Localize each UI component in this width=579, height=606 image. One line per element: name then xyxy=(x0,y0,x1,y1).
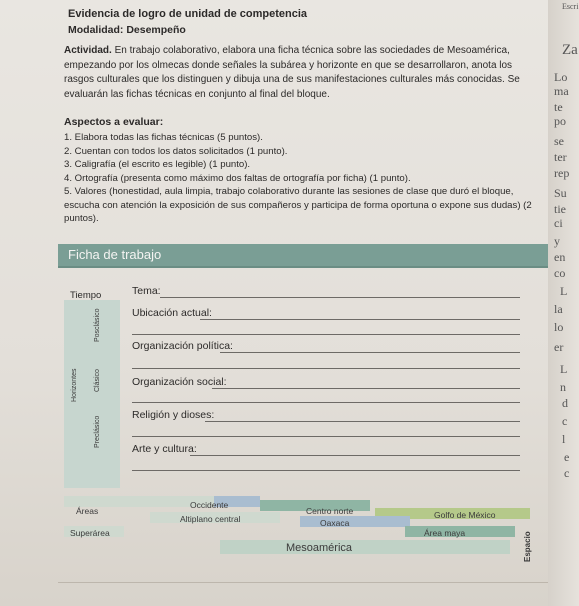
field-org-social: Organización social: xyxy=(132,376,227,388)
region-occidente: Occidente xyxy=(190,500,229,510)
period-preclasico: Preclásico xyxy=(94,415,101,448)
edge-word: po xyxy=(554,114,566,128)
aspect-item: 2. Cuentan con todos los datos solicitados (1 punto). xyxy=(64,145,288,157)
edge-word: Lo xyxy=(554,70,568,84)
blank-line xyxy=(132,402,520,403)
region-centro-norte: Centro norte xyxy=(306,506,354,516)
field-ubicacion-line xyxy=(200,319,520,320)
blank-line xyxy=(132,470,520,471)
ficha-header-bar xyxy=(58,244,548,268)
edge-word: er xyxy=(554,340,564,354)
blank-line xyxy=(132,334,520,335)
field-ubicacion: Ubicación actual: xyxy=(132,307,212,319)
page-title: Evidencia de logro de unidad de competencia xyxy=(68,8,307,20)
horizontes-label: Horizontes xyxy=(71,368,78,402)
edge-word: y xyxy=(554,234,560,248)
tiempo-label: Tiempo xyxy=(70,290,102,301)
region-altiplano: Altiplano central xyxy=(180,514,241,524)
field-tema: Tema: xyxy=(132,285,161,297)
page-subtitle: Modalidad: Desempeño xyxy=(68,24,186,36)
edge-word: en xyxy=(554,250,566,264)
edge-word: rep xyxy=(554,166,570,180)
field-arte: Arte y cultura: xyxy=(132,443,197,455)
aspects-list xyxy=(64,131,534,226)
field-religion-line xyxy=(205,421,520,422)
edge-word: Escri xyxy=(562,2,579,11)
edge-word: e xyxy=(564,450,570,464)
map-espacio-label: Espacio xyxy=(523,531,532,562)
edge-word: tie xyxy=(554,202,566,216)
activity-label: Actividad. xyxy=(64,45,112,56)
aspects-title: Aspectos a evaluar: xyxy=(64,116,164,128)
edge-word: te xyxy=(554,100,563,114)
field-org-politica: Organización política: xyxy=(132,340,233,352)
map-areas-label: Áreas xyxy=(76,506,99,516)
aspect-item: 5. Valores (honestidad, aula limpia, trabajo colaborativo durante las sesiones de clase que duró el bloque, escucha con atención la exposición de sus compañeros y participa de forma oportuna o expone sus dudas) (2 puntos). xyxy=(64,186,532,224)
edge-word: Za xyxy=(562,42,578,58)
edge-word: L xyxy=(560,284,568,298)
aspect-item: 4. Ortografía (presenta como máximo dos faltas de ortografía por ficha) (1 punto). xyxy=(64,172,411,184)
edge-word: c xyxy=(562,414,568,428)
edge-word: d xyxy=(562,396,568,410)
band-oaxaca xyxy=(300,516,410,527)
edge-word: lo xyxy=(554,320,564,334)
field-arte-line xyxy=(190,455,520,456)
aspect-item: 3. Caligrafía (el escrito es legible) (1 punto). xyxy=(64,159,251,170)
activity-paragraph xyxy=(64,44,534,102)
band-mesoamerica xyxy=(220,540,510,554)
adjacent-page-edge xyxy=(548,0,579,606)
field-org-social-line xyxy=(212,388,520,389)
period-clasico: Clásico xyxy=(94,369,101,392)
blank-line xyxy=(132,368,520,369)
map-superarea-label: Superárea xyxy=(70,528,110,538)
edge-word: n xyxy=(560,380,566,394)
edge-word: L xyxy=(560,362,568,376)
edge-word: ma xyxy=(554,84,569,98)
edge-word: la xyxy=(554,302,563,316)
edge-word: se xyxy=(554,134,564,148)
edge-word: c xyxy=(564,466,570,480)
edge-word: l xyxy=(562,432,566,446)
ficha-title: Ficha de trabajo xyxy=(68,247,162,262)
field-org-politica-line xyxy=(220,352,520,353)
blank-line xyxy=(132,436,520,437)
page-bottom-rule xyxy=(58,582,548,583)
edge-word: co xyxy=(554,266,566,280)
region-area-maya: Área maya xyxy=(424,528,466,538)
edge-word: Su xyxy=(554,186,567,200)
period-posclasico: Posclásico xyxy=(94,308,101,342)
region-golfo: Golfo de México xyxy=(434,510,496,520)
edge-word: ter xyxy=(554,150,567,164)
region-oaxaca: Oaxaca xyxy=(320,518,350,528)
map-mesoamerica: Mesoamérica xyxy=(286,542,353,554)
field-religion: Religión y dioses: xyxy=(132,409,215,421)
activity-text: En trabajo colaborativo, elabora una ficha técnica sobre las sociedades de Mesoamérica, empezando por los olmecas donde señales la subárea y horizonte en que se desarrollaron, anota los rasgos culturales que los distinguen y dibuja una de sus manifestaciones culturales más conocidas. Se evaluarán las fichas técnicas en conjunto al final del bloque. xyxy=(64,45,520,100)
field-tema-line xyxy=(160,297,520,298)
edge-word: ci xyxy=(554,216,563,230)
aspect-item: 1. Elabora todas las fichas técnicas (5 puntos). xyxy=(64,132,263,143)
